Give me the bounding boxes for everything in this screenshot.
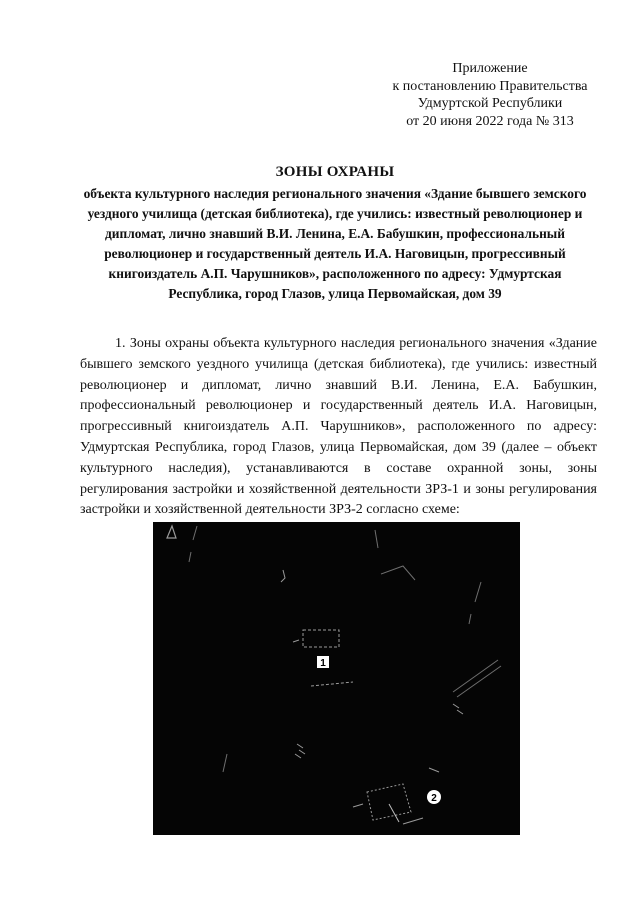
annex-title: Приложение — [452, 61, 528, 76]
annex-block — [390, 60, 590, 130]
paragraph-1: 1. Зоны охраны объекта культурного наследия регионального значения «Здание бывшего земского уездного училища (детская библиотека), где учились: известный революционер и дипломат, лично знавший В.И. Ленина, Е.А. Бабушкин, профессиональный революционер и государственный деятель И.А. Наговицын, прогрессивный книгоиздатель А.П. Чарушников», расположенного по адресу: Удмуртская Республика, город Глазов, улица Первомайская, дом 39 (далее – объект культурного наследия), устанавливаются в составе охранной зоны, зоны регулирования застройки и хозяйственной деятельности ЗРЗ-1 и зоны регулирования застройки и хозяйственной деятельности ЗРЗ-2 согласно схеме: — [80, 336, 597, 518]
north-arrow-icon — [167, 526, 176, 538]
scheme-hatched-area — [295, 704, 463, 758]
zones-scheme-image — [153, 522, 520, 835]
scheme-street-lines — [189, 526, 501, 772]
document-heading — [80, 162, 590, 304]
scheme-marker-1 — [317, 656, 329, 669]
marker-1-label: 1 — [320, 658, 326, 669]
scheme-marker-2 — [427, 790, 441, 804]
document-subtitle: объекта культурного наследия регионального значения «Здание бывшего земского уездного училища (детская библиотека), где учились: известный революционер и дипломат, лично знавший В.И. Ленина, Е.А. Бабушкин, профессиональный революционер и государственный деятель И.А. Наговицын, прогрессивный книгоиздатель А.П. Чарушников», расположенного по адресу: Удмуртская Республика, город Глазов, улица Первомайская, дом 39 — [83, 186, 587, 301]
annex-decree-line: к постановлению Правительства — [392, 78, 588, 94]
marker-2-label: 2 — [431, 793, 437, 804]
document-title: ЗОНЫ ОХРАНЫ — [275, 164, 395, 180]
scheme-building-outlines — [281, 570, 439, 824]
annex-republic-line: Удмуртской Республики — [417, 96, 563, 111]
annex-date-line: от 20 июня 2022 года № 313 — [406, 113, 574, 129]
